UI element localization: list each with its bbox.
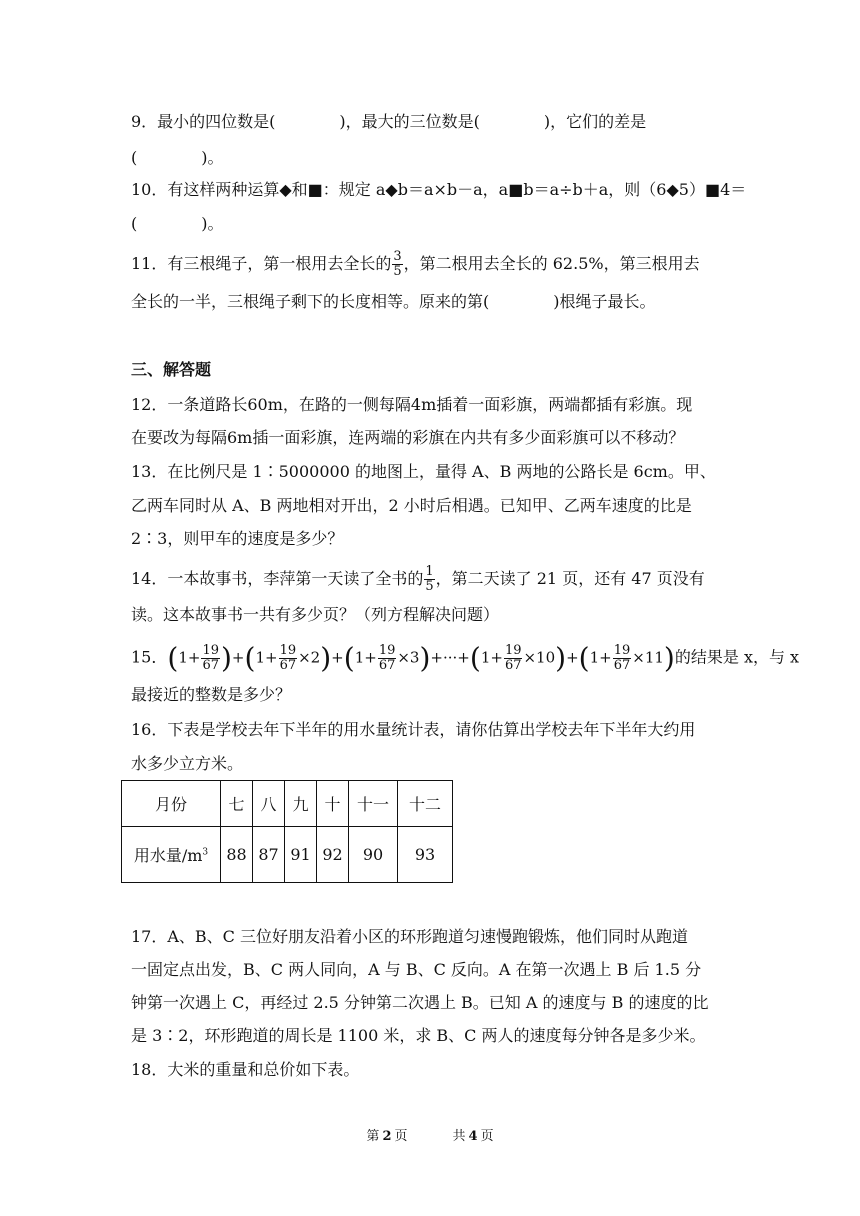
q15-plus: + bbox=[566, 648, 579, 667]
q15-plus: + bbox=[490, 648, 503, 667]
q15-frac-den: 67 bbox=[279, 658, 297, 673]
q12-line1: 12．一条道路长60m，在路的一侧每隔4m插着一面彩旗，两端都插有彩旗。现 bbox=[131, 395, 693, 414]
q15-times-10: ×10 bbox=[523, 648, 556, 667]
right-paren: ) bbox=[220, 641, 232, 675]
month-cell: 十二 bbox=[398, 781, 453, 827]
q15-line2: 最接近的整数是多少？ bbox=[131, 685, 292, 704]
current-page-number: 2 bbox=[382, 1129, 392, 1144]
usage-row-label bbox=[122, 827, 221, 883]
q17-line3: 钟第一次遇上 C，再经过 2.5 分钟第二次遇上 B。已知 A 的速度与 B 的速度的比 bbox=[131, 993, 709, 1012]
q15-suffix: 的结果是 x，与 x bbox=[674, 647, 800, 667]
month-cell: 九 bbox=[285, 781, 317, 827]
q11-line2: 全长的一半，三根绳子剩下的长度相等。原来的第( )根绳子最长。 bbox=[131, 292, 656, 311]
q15-one: 1 bbox=[589, 648, 600, 667]
q15-plus: + bbox=[331, 648, 344, 667]
left-paren: ( bbox=[578, 641, 590, 675]
usage-cell: 90 bbox=[349, 827, 398, 883]
q9-line2: ( )。 bbox=[131, 148, 224, 167]
q15-times-2: ×2 bbox=[298, 648, 321, 667]
right-paren: ) bbox=[419, 641, 431, 675]
q15-prefix: 15． bbox=[131, 647, 168, 667]
q15-frac-num: 19 bbox=[279, 643, 297, 658]
left-paren: ( bbox=[244, 641, 256, 675]
usage-cell: 88 bbox=[221, 827, 253, 883]
q15-frac-den: 67 bbox=[202, 658, 219, 673]
q15-one: 1 bbox=[354, 648, 365, 667]
water-usage-table bbox=[121, 780, 453, 883]
usage-cell: 87 bbox=[253, 827, 285, 883]
q15-one: 1 bbox=[480, 648, 491, 667]
q14-text-a: 14．一本故事书，李萍第一天读了全书的 bbox=[131, 569, 424, 588]
right-paren: ) bbox=[663, 641, 675, 675]
right-paren: ) bbox=[555, 641, 567, 675]
q15-frac-num: 19 bbox=[613, 643, 631, 658]
q15-frac-den: 67 bbox=[504, 658, 522, 673]
total-pages-number: 4 bbox=[468, 1129, 478, 1144]
q15-fraction bbox=[279, 644, 298, 673]
q16-line1: 16．下表是学校去年下半年的用水量统计表，请你估算出学校去年下半年大约用 bbox=[131, 720, 696, 739]
q13-line3: 2∶3，则甲车的速度是多少？ bbox=[131, 529, 344, 548]
q13-line1: 13．在比例尺是 1∶5000000 的地图上，量得 A、B 两地的公路长是 6cm。甲、 bbox=[131, 462, 716, 481]
usage-cell: 93 bbox=[398, 827, 453, 883]
left-paren: ( bbox=[469, 641, 481, 675]
q15-one: 1 bbox=[178, 648, 188, 667]
q17-line2: 一固定点出发，B、C 两人同向，A 与 B、C 反向。A 在第一次遇上 B 后 1.5 分 bbox=[131, 960, 702, 979]
q11-text-a: 11．有三根绳子，第一根用去全长的 bbox=[131, 254, 392, 273]
table-data-row bbox=[122, 827, 453, 883]
q14-frac-den: 5 bbox=[425, 579, 434, 594]
table-header-row bbox=[122, 781, 453, 827]
footer-gong: 共 bbox=[452, 1129, 466, 1144]
q15-frac-num: 19 bbox=[202, 643, 219, 658]
q15-fraction bbox=[378, 644, 397, 673]
usage-cell: 92 bbox=[317, 827, 349, 883]
q10-line1: 10．有这样两种运算◆和■：规定 a◆b＝a×b－a，a■b＝a÷b＋a，则（6◆5）■4＝ bbox=[131, 180, 747, 199]
q12-line2: 在要改为每隔6m插一面彩旗，连两端的彩旗在内共有多少面彩旗可以不移动？ bbox=[131, 428, 685, 447]
q11-text-b: ，第二根用去全长的 62.5%，第三根用去 bbox=[403, 254, 700, 273]
q13-line2: 乙两车同时从 A、B 两地相对开出，2 小时后相遇。已知甲、乙两车速度的比是 bbox=[131, 496, 692, 515]
q15-frac-num: 19 bbox=[378, 643, 396, 658]
q15-ellipsis: +···+ bbox=[430, 648, 470, 667]
q15-plus: + bbox=[264, 648, 278, 667]
q17-line4: 是 3∶2，环形跑道的周长是 1100 米，求 B、C 两人的速度每分钟各是多少米。 bbox=[131, 1026, 706, 1045]
usage-cell: 91 bbox=[285, 827, 317, 883]
q15-times-3: ×3 bbox=[397, 648, 420, 667]
footer-di: 第 bbox=[366, 1129, 380, 1144]
q15-line1 bbox=[131, 641, 800, 675]
q14-frac-num: 1 bbox=[425, 564, 434, 579]
q18-line1: 18．大米的重量和总价如下表。 bbox=[131, 1060, 360, 1079]
left-paren: ( bbox=[167, 641, 179, 675]
q14-text-b: ，第二天读了 21 页，还有 47 页没有 bbox=[435, 569, 705, 588]
month-cell: 十 bbox=[317, 781, 349, 827]
q15-plus: + bbox=[231, 648, 245, 667]
q11-line1 bbox=[131, 250, 700, 279]
q17-line1: 17．A、B、C 三位好朋友沿着小区的环形跑道匀速慢跑锻炼，他们同时从跑道 bbox=[131, 927, 689, 946]
q14-line2: 读。这本故事书一共有多少页？（列方程解决问题） bbox=[131, 605, 500, 624]
month-cell: 七 bbox=[221, 781, 253, 827]
q15-frac-num: 19 bbox=[504, 643, 522, 658]
q11-frac-den: 5 bbox=[393, 264, 402, 279]
q15-fraction bbox=[504, 644, 523, 673]
q15-plus: + bbox=[599, 648, 612, 667]
section-heading: 三、解答题 bbox=[131, 360, 212, 379]
q15-times-11: ×11 bbox=[632, 648, 664, 667]
q14-fraction bbox=[424, 565, 434, 594]
q10-line2: ( )。 bbox=[131, 214, 224, 233]
month-cell: 十一 bbox=[349, 781, 398, 827]
q15-plus: + bbox=[364, 648, 377, 667]
footer-ye: 页 bbox=[480, 1129, 494, 1144]
page-footer bbox=[0, 1125, 860, 1144]
footer-ye: 页 bbox=[394, 1129, 408, 1144]
month-cell: 八 bbox=[253, 781, 285, 827]
usage-label-text: 用水量/m bbox=[133, 846, 203, 865]
q14-line1 bbox=[131, 565, 705, 594]
q15-plus: + bbox=[187, 648, 201, 667]
q15-one: 1 bbox=[255, 648, 265, 667]
q16-line2: 水多少立方米。 bbox=[131, 754, 244, 773]
left-paren: ( bbox=[343, 641, 355, 675]
unit-superscript: 3 bbox=[202, 847, 209, 858]
month-header: 月份 bbox=[122, 781, 221, 827]
q11-fraction bbox=[392, 250, 402, 279]
q15-fraction bbox=[201, 644, 220, 673]
q11-frac-num: 3 bbox=[393, 249, 402, 264]
q15-frac-den: 67 bbox=[613, 658, 631, 673]
q9-line1: 9．最小的四位数是( )，最大的三位数是( )，它们的差是 bbox=[131, 112, 647, 131]
q15-fraction bbox=[613, 644, 632, 673]
q15-frac-den: 67 bbox=[378, 658, 396, 673]
right-paren: ) bbox=[320, 641, 332, 675]
